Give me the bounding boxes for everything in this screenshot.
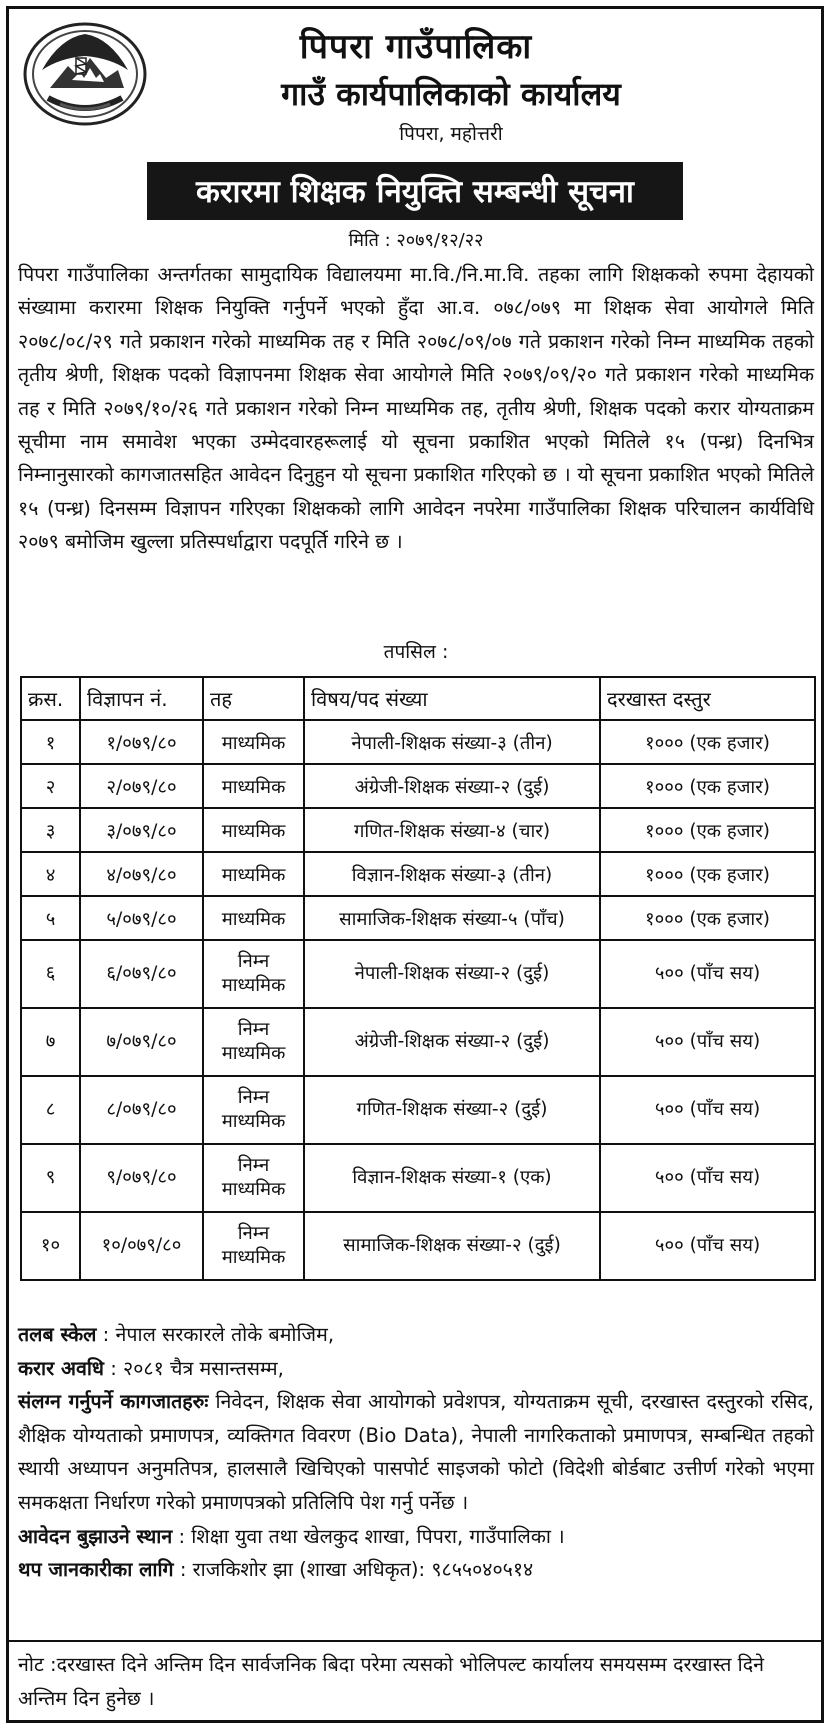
contact-value: : राजकिशोर झा (शाखा अधिकृत): ९८५५०४०५१४ xyxy=(179,1558,534,1582)
column-header-subject: विषय/पद संख्या xyxy=(304,677,600,720)
table-row xyxy=(21,896,815,940)
row-level: माध्यमिक xyxy=(203,852,304,896)
row-level-line2: माध्यमिक xyxy=(221,975,286,996)
intro-paragraph: पिपरा गाउँपालिका अन्तर्गतका सामुदायिक विद्यालयमा मा.वि./नि.मा.वि. तहका लागि शिक्षकको रुपमा देहायको संख्यामा करारमा शिक्षक नियुक्ति गर्नुपर्ने भएको हुँदा आ.व. ०७८/०७९ मा शिक्षक सेवा आयोगले मिति २०७८/०८/२९ गते प्रकाशन गरेको माध्यमिक तह र मिति २०७८/०९/०७ गते प्रकाशन गरेको निम्न माध्यमिक तहको तृतीय श्रेणी, शिक्षक पदको विज्ञापनमा शिक्षक सेवा आयोगले मिति २०७९/०९/२० गते प्रकाशन गरेको माध्यमिक तह र मिति २०७९/१०/२६ गते प्रकाशन गरेको निम्न माध्यमिक तह, तृतीय श्रेणी, शिक्षक पदको करार योग्यताक्रम सूचीमा नाम समावेश भएका उम्मेदवारहरूलाई यो सूचना प्रकाशित भएको मितिले १५ (पन्ध्र) दिनभित्र निम्नानुसारको कागजातसहित आवेदन दिनुहुन यो सूचना प्रकाशित गरिएको छ । यो सूचना प्रकाशित भएको मितिले १५ (पन्ध्र) दिनसम्म विज्ञापन गरिएका शिक्षकको लागि आवेदन नपरेमा गाउँपालिका शिक्षक परिचालन कार्यविधि २०७९ बमोजिम खुल्ला प्रतिस्पर्धाद्वारा पदपूर्ति गरिने छ । xyxy=(18,263,814,554)
row-fee: ५०० (पाँच सय) xyxy=(600,1008,815,1076)
row-level-line2: माध्यमिक xyxy=(221,1247,286,1268)
contact-line xyxy=(18,1553,814,1587)
row-sn: ६ xyxy=(21,940,80,1008)
row-fee: १००० (एक हजार) xyxy=(600,720,815,764)
office-address: पिपरा, महोत्तरी xyxy=(399,123,503,145)
row-sn: ४ xyxy=(21,852,80,896)
row-ad-no: ६/०७९/८० xyxy=(80,940,203,1008)
documents-label: संलग्न गर्नुपर्ने कागजातहरुः xyxy=(18,1390,209,1414)
table-row xyxy=(21,808,815,852)
row-sn: ७ xyxy=(21,1008,80,1076)
row-sn: १ xyxy=(21,720,80,764)
row-subject: विज्ञान-शिक्षक संख्या-३ (तीन) xyxy=(304,852,600,896)
row-level: माध्यमिक xyxy=(203,896,304,940)
row-subject: सामाजिक-शिक्षक संख्या-२ (दुई) xyxy=(304,1212,600,1280)
municipality-name: पिपरा गाउँपालिका xyxy=(299,27,533,67)
row-ad-no: ८/०७९/८० xyxy=(80,1076,203,1144)
documents-value: निवेदन, शिक्षक सेवा आयोगको प्रवेशपत्र, योग्यताक्रम सूची, दरखास्त दस्तुरको रसिद, शैक्षिक योग्यताको प्रमाणपत्र, व्यक्तिगत विवरण (Bio Data), नेपाली नागरिकताको प्रमाणपत्र, सम्बन्धित तहको स्थायी अध्यापन अनुमतिपत्र, हालसालै खिचिएको पासपोर्ट साइजको फोटो (विदेशी बोर्डबाट उत्तीर्ण गरेको भएमा समकक्षता निर्धारण गरेको प्रमाणपत्रको प्रतिलिपि पेश गर्नु पर्नेछ । xyxy=(18,1390,814,1514)
row-level: माध्यमिक xyxy=(203,764,304,808)
submit-place-label: आवेदन बुझाउने स्थान xyxy=(18,1524,173,1548)
row-ad-no: १०/०७९/८० xyxy=(80,1212,203,1280)
row-level xyxy=(203,1212,304,1280)
row-fee: ५०० (पाँच सय) xyxy=(600,940,815,1008)
note-text: नोट :दरखास्त दिने अन्तिम दिन सार्वजनिक बिदा परेमा त्यसको भोलिपल्ट कार्यालय समयसम्म दरखास्त दिने अन्तिम दिन हुनेछ । xyxy=(18,1653,764,1710)
details-section xyxy=(18,1318,814,1587)
row-ad-no: ९/०७९/८० xyxy=(80,1144,203,1212)
column-header-level: तह xyxy=(203,677,304,720)
row-fee: ५०० (पाँच सय) xyxy=(600,1144,815,1212)
table-heading: तपसिल : xyxy=(383,641,449,663)
row-level-line1: निम्न xyxy=(237,1155,270,1176)
row-sn: ३ xyxy=(21,808,80,852)
row-sn: १० xyxy=(21,1212,80,1280)
table-row xyxy=(21,852,815,896)
row-fee: १००० (एक हजार) xyxy=(600,896,815,940)
row-subject: विज्ञान-शिक्षक संख्या-१ (एक) xyxy=(304,1144,600,1212)
row-subject: अंग्रेजी-शिक्षक संख्या-२ (दुई) xyxy=(304,1008,600,1076)
column-header-ad-no: विज्ञापन नं. xyxy=(80,677,203,720)
row-level-line1: निम्न xyxy=(237,1019,270,1040)
row-ad-no: ४/०७९/८० xyxy=(80,852,203,896)
salary-label: तलब स्केल xyxy=(18,1323,97,1346)
notice-title: करारमा शिक्षक नियुक्ति सम्बन्धी सूचना xyxy=(147,162,683,220)
column-header-fee: दरखास्त दस्तुर xyxy=(600,677,815,720)
submit-place-value: : शिक्षा युवा तथा खेलकुद शाखा, पिपरा, गाउँपालिका । xyxy=(178,1524,565,1548)
row-level-line1: निम्न xyxy=(237,1223,270,1244)
salary-value: : नेपाल सरकारले तोके बमोजिम, xyxy=(102,1323,335,1346)
duration-line xyxy=(18,1352,814,1386)
row-ad-no: ३/०७९/८० xyxy=(80,808,203,852)
nepal-government-emblem-icon xyxy=(20,18,150,130)
office-name: गाउँ कार्यपालिकाको कार्यालय xyxy=(281,75,621,113)
row-level xyxy=(203,1076,304,1144)
documents-line xyxy=(18,1385,814,1519)
table-row xyxy=(21,720,815,764)
row-sn: ८ xyxy=(21,1076,80,1144)
row-subject: अंग्रेजी-शिक्षक संख्या-२ (दुई) xyxy=(304,764,600,808)
row-ad-no: १/०७९/८० xyxy=(80,720,203,764)
table-row xyxy=(21,1212,815,1280)
row-subject: गणित-शिक्षक संख्या-२ (दुई) xyxy=(304,1076,600,1144)
row-ad-no: ७/०७९/८० xyxy=(80,1008,203,1076)
table-row xyxy=(21,1076,815,1144)
row-sn: ९ xyxy=(21,1144,80,1212)
row-level-line2: माध्यमिक xyxy=(221,1043,286,1064)
row-level: माध्यमिक xyxy=(203,720,304,764)
table-row xyxy=(21,1008,815,1076)
row-level-line2: माध्यमिक xyxy=(221,1179,286,1200)
notice-date: मिति : २०७९/१२/२२ xyxy=(348,230,484,251)
row-subject: नेपाली-शिक्षक संख्या-३ (तीन) xyxy=(304,720,600,764)
table-row xyxy=(21,1144,815,1212)
column-header-sn: क्रस. xyxy=(21,677,80,720)
row-subject: गणित-शिक्षक संख्या-४ (चार) xyxy=(304,808,600,852)
table-row xyxy=(21,764,815,808)
row-level: माध्यमिक xyxy=(203,808,304,852)
row-level xyxy=(203,940,304,1008)
row-ad-no: ५/०७९/८० xyxy=(80,896,203,940)
row-fee: १००० (एक हजार) xyxy=(600,852,815,896)
submit-place-line xyxy=(18,1520,814,1554)
vacancy-table xyxy=(20,676,816,1281)
row-level-line1: निम्न xyxy=(237,951,270,972)
row-fee: ५०० (पाँच सय) xyxy=(600,1076,815,1144)
row-fee: ५०० (पाँच सय) xyxy=(600,1212,815,1280)
row-level xyxy=(203,1144,304,1212)
row-subject: सामाजिक-शिक्षक संख्या-५ (पाँच) xyxy=(304,896,600,940)
duration-value: : २०८१ चैत्र मसान्तसम्म, xyxy=(110,1356,284,1380)
divider xyxy=(9,1640,823,1642)
duration-label: करार अवधि xyxy=(18,1356,104,1380)
row-ad-no: २/०७९/८० xyxy=(80,764,203,808)
row-fee: १००० (एक हजार) xyxy=(600,764,815,808)
contact-label: थप जानकारीका लागि xyxy=(18,1558,174,1582)
table-header-row xyxy=(21,677,815,720)
salary-line xyxy=(18,1318,814,1352)
row-level xyxy=(203,1008,304,1076)
row-fee: १००० (एक हजार) xyxy=(600,808,815,852)
row-subject: नेपाली-शिक्षक संख्या-२ (दुई) xyxy=(304,940,600,1008)
row-sn: ५ xyxy=(21,896,80,940)
table-row xyxy=(21,940,815,1008)
row-sn: २ xyxy=(21,764,80,808)
row-level-line1: निम्न xyxy=(237,1087,270,1108)
row-level-line2: माध्यमिक xyxy=(221,1111,286,1132)
